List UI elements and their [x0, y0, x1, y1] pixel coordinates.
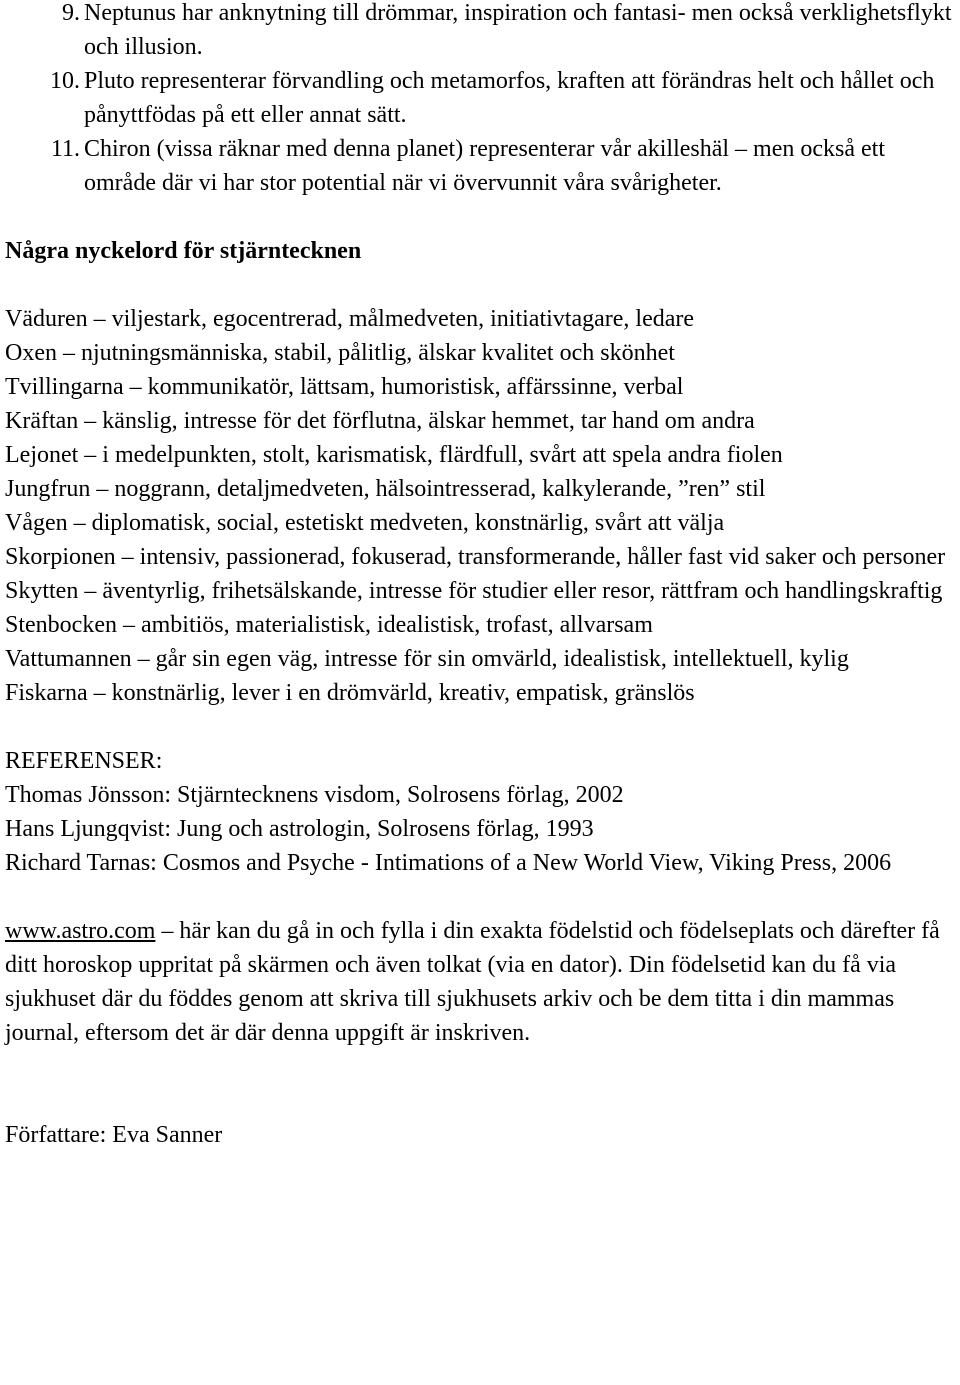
keyword-line: Stenbocken – ambitiös, materialistisk, idealistisk, trofast, allvarsam: [5, 612, 653, 638]
references-heading: REFERENSER:: [5, 748, 163, 774]
reference-line: Hans Ljungqvist: Jung och astrologin, Solrosens förlag, 1993: [5, 816, 594, 842]
keyword-line: Skytten – äventyrlig, frihetsälskande, intresse för studier eller resor, rättfram och handlingskraftig: [5, 578, 943, 604]
keywords-heading: Några nyckelord för stjärntecknen: [5, 238, 362, 264]
keywords-list: [5, 302, 960, 710]
keyword-line: Kräftan – känslig, intresse för det förflutna, älskar hemmet, tar hand om andra: [5, 408, 755, 434]
list-item: [5, 64, 960, 132]
list-number: 11.: [50, 136, 80, 162]
keyword-line: Lejonet – i medelpunkten, stolt, karismatisk, flärdfull, svårt att spela andra fiolen: [5, 442, 783, 468]
document-page: [5, 0, 960, 1152]
keyword-line: Jungfrun – noggrann, detaljmedveten, hälsointresserad, kalkylerande, ”ren” stil: [5, 476, 766, 502]
keyword-line: Skorpionen – intensiv, passionerad, fokuserad, transformerande, håller fast vid saker och personer: [5, 544, 946, 570]
keyword-line: Tvillingarna – kommunikatör, lättsam, humoristisk, affärssinne, verbal: [5, 374, 684, 400]
author-line: Författare: Eva Sanner: [5, 1122, 223, 1148]
keyword-line: Vattumannen – går sin egen väg, intresse för sin omvärld, idealistisk, intellektuell, kylig: [5, 646, 849, 672]
list-number: 9.: [62, 0, 80, 26]
website-link[interactable]: www.astro.com: [5, 918, 156, 944]
website-description: – här kan du gå in och fylla i din exakta födelstid och födelseplats och därefter få ditt horoskop uppritat på skärmen och även tolkat (via en dator). Din födelsetid kan du få via sjukhuset där du föddes genom att skriva till sjukhusets arkiv och be dem titta i din mammas journal, eftersom det är där denna uppgift är inskriven.: [5, 918, 940, 1046]
list-item-text: Chiron (vissa räknar med denna planet) representerar vår akilleshäl – men också ett område där vi har stor potential när vi övervunnit våra svårigheter.: [84, 136, 886, 196]
list-item: [5, 0, 960, 64]
list-number: 10.: [50, 68, 80, 94]
list-item: [5, 132, 960, 200]
keyword-line: Fiskarna – konstnärlig, lever i en drömvärld, kreativ, empatisk, gränslös: [5, 680, 695, 706]
keyword-line: Vågen – diplomatisk, social, estetiskt medveten, konstnärlig, svårt att välja: [5, 510, 725, 536]
references-list: [5, 778, 960, 880]
keyword-line: Väduren – viljestark, egocentrerad, målmedveten, initiativtagare, ledare: [5, 306, 695, 332]
list-item-text: Neptunus har anknytning till drömmar, inspiration och fantasi- men också verklighetsflykt och illusion.: [84, 0, 952, 60]
planet-list: [5, 0, 960, 200]
reference-line: Thomas Jönsson: Stjärntecknens visdom, Solrosens förlag, 2002: [5, 782, 624, 808]
list-item-text: Pluto representerar förvandling och metamorfos, kraften att förändras helt och hållet och pånyttfödas på ett eller annat sätt.: [84, 68, 935, 128]
keyword-line: Oxen – njutningsmänniska, stabil, pålitlig, älskar kvalitet och skönhet: [5, 340, 675, 366]
reference-line: Richard Tarnas: Cosmos and Psyche - Intimations of a New World View, Viking Press, 2006: [5, 850, 892, 876]
website-paragraph: [5, 914, 960, 1050]
